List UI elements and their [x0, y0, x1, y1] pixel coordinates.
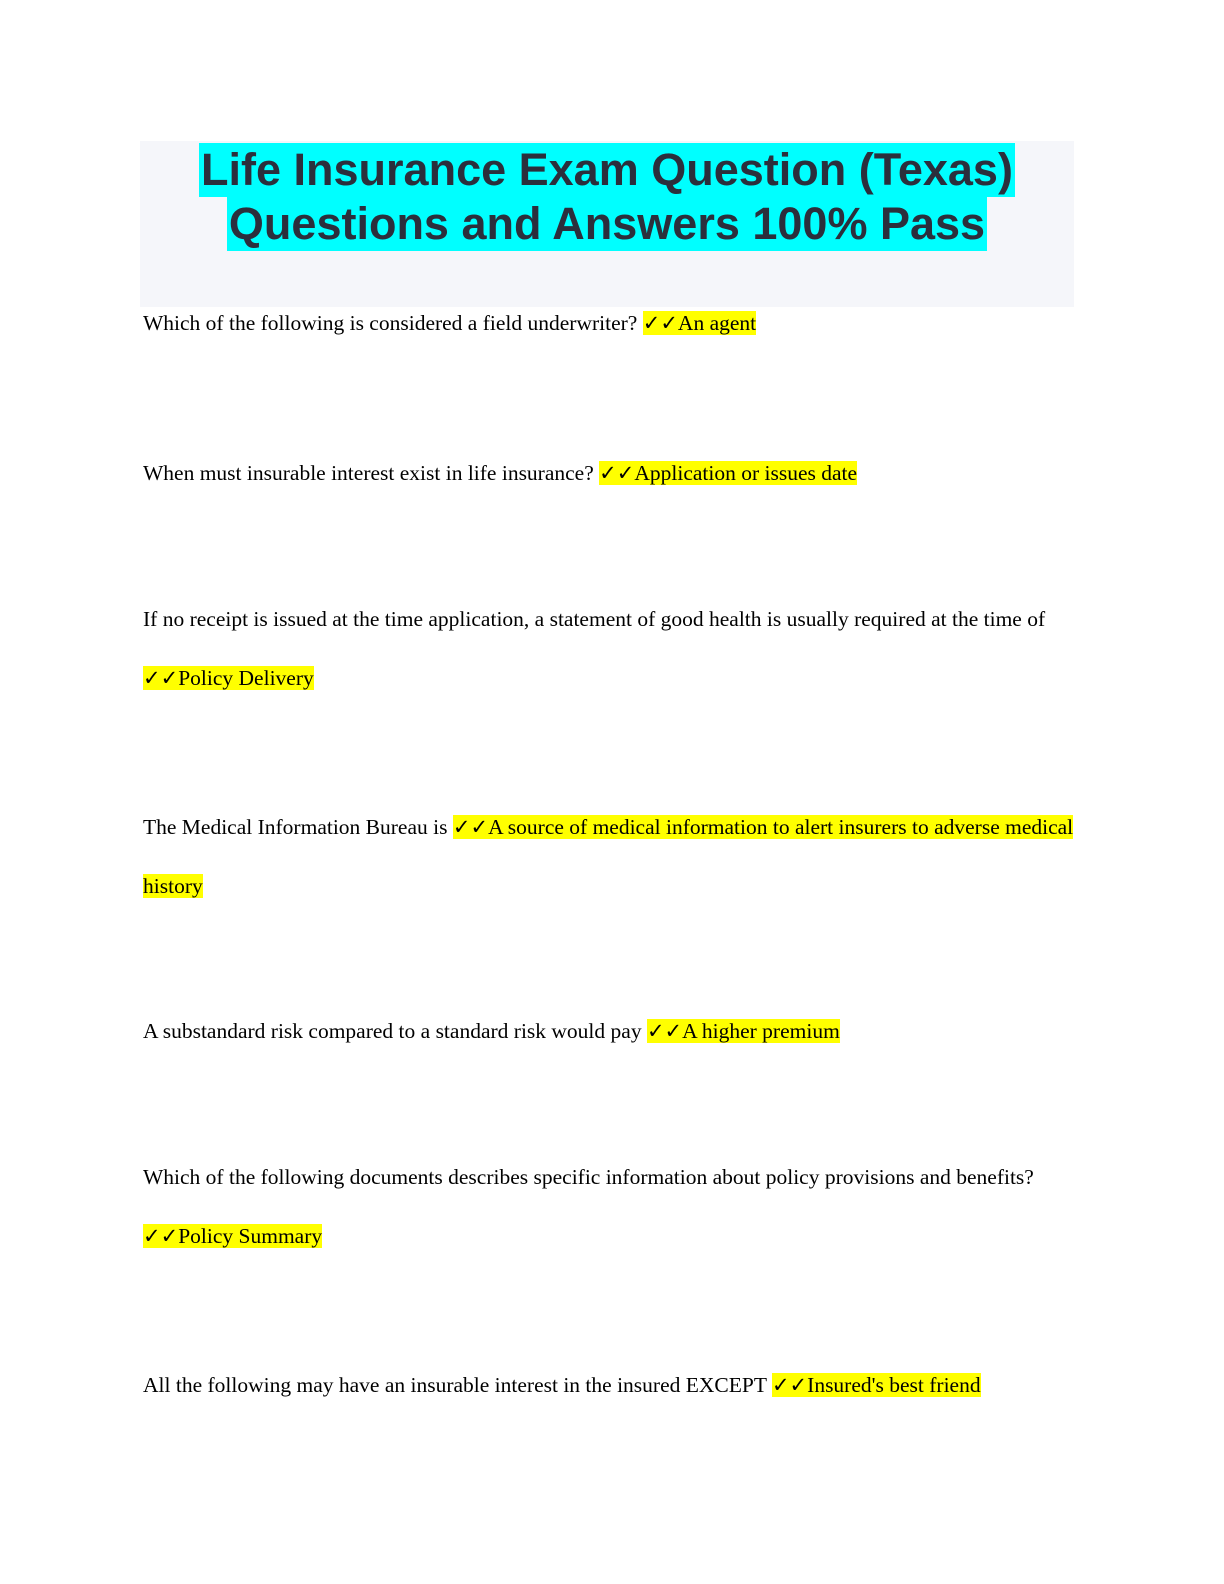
- question-text: Which of the following is considered a field underwriter?: [143, 311, 643, 335]
- title-line-1: Life Insurance Exam Question (Texas): [201, 144, 1013, 195]
- qa-item-4: [143, 798, 1078, 916]
- question-text: If no receipt is issued at the time application, a statement of good health is usually required at the time of: [143, 607, 1046, 631]
- answer-highlight: [772, 1373, 981, 1397]
- answer-text: Policy Summary: [178, 1224, 323, 1248]
- double-check-icon: ✓✓: [646, 1019, 683, 1043]
- question-text: A substandard risk compared to a standard risk would pay: [143, 1019, 647, 1043]
- answer-text: Insured's best friend: [807, 1373, 981, 1397]
- answer-text: An agent: [677, 311, 757, 335]
- answer-text: Application or issues date: [634, 461, 858, 485]
- answer-text: Policy Delivery: [178, 666, 314, 690]
- document-title: [140, 143, 1074, 251]
- double-check-icon: ✓✓: [143, 1224, 179, 1248]
- question-text: The Medical Information Bureau is: [143, 815, 453, 839]
- double-check-icon: ✓✓: [771, 1373, 808, 1397]
- title-line-2: Questions and Answers 100% Pass: [228, 198, 986, 249]
- qa-item-1: [143, 294, 1078, 353]
- answer-highlight: [143, 1224, 322, 1248]
- qa-item-3: [143, 590, 1078, 708]
- qa-item-6: [143, 1148, 1078, 1266]
- qa-item-2: [143, 444, 1078, 503]
- answer-highlight: [643, 311, 756, 335]
- double-check-icon: ✓✓: [599, 461, 635, 485]
- double-check-icon: ✓✓: [642, 311, 678, 335]
- answer-highlight: [143, 666, 314, 690]
- answer-highlight: [647, 1019, 840, 1043]
- double-check-icon: ✓✓: [452, 815, 489, 839]
- question-text: All the following may have an insurable interest in the insured EXCEPT: [143, 1373, 772, 1397]
- answer-text: A higher premium: [682, 1019, 840, 1043]
- answer-highlight: [599, 461, 857, 485]
- qa-item-7: [143, 1356, 1078, 1415]
- question-text: Which of the following documents describes specific information about policy provisions and benefits?: [143, 1165, 1034, 1189]
- double-check-icon: ✓✓: [143, 666, 179, 690]
- question-text: When must insurable interest exist in life insurance?: [143, 461, 600, 485]
- qa-item-5: [143, 1002, 1078, 1061]
- answer-text: A source of medical information to alert insurers to adverse medical history: [143, 815, 1074, 898]
